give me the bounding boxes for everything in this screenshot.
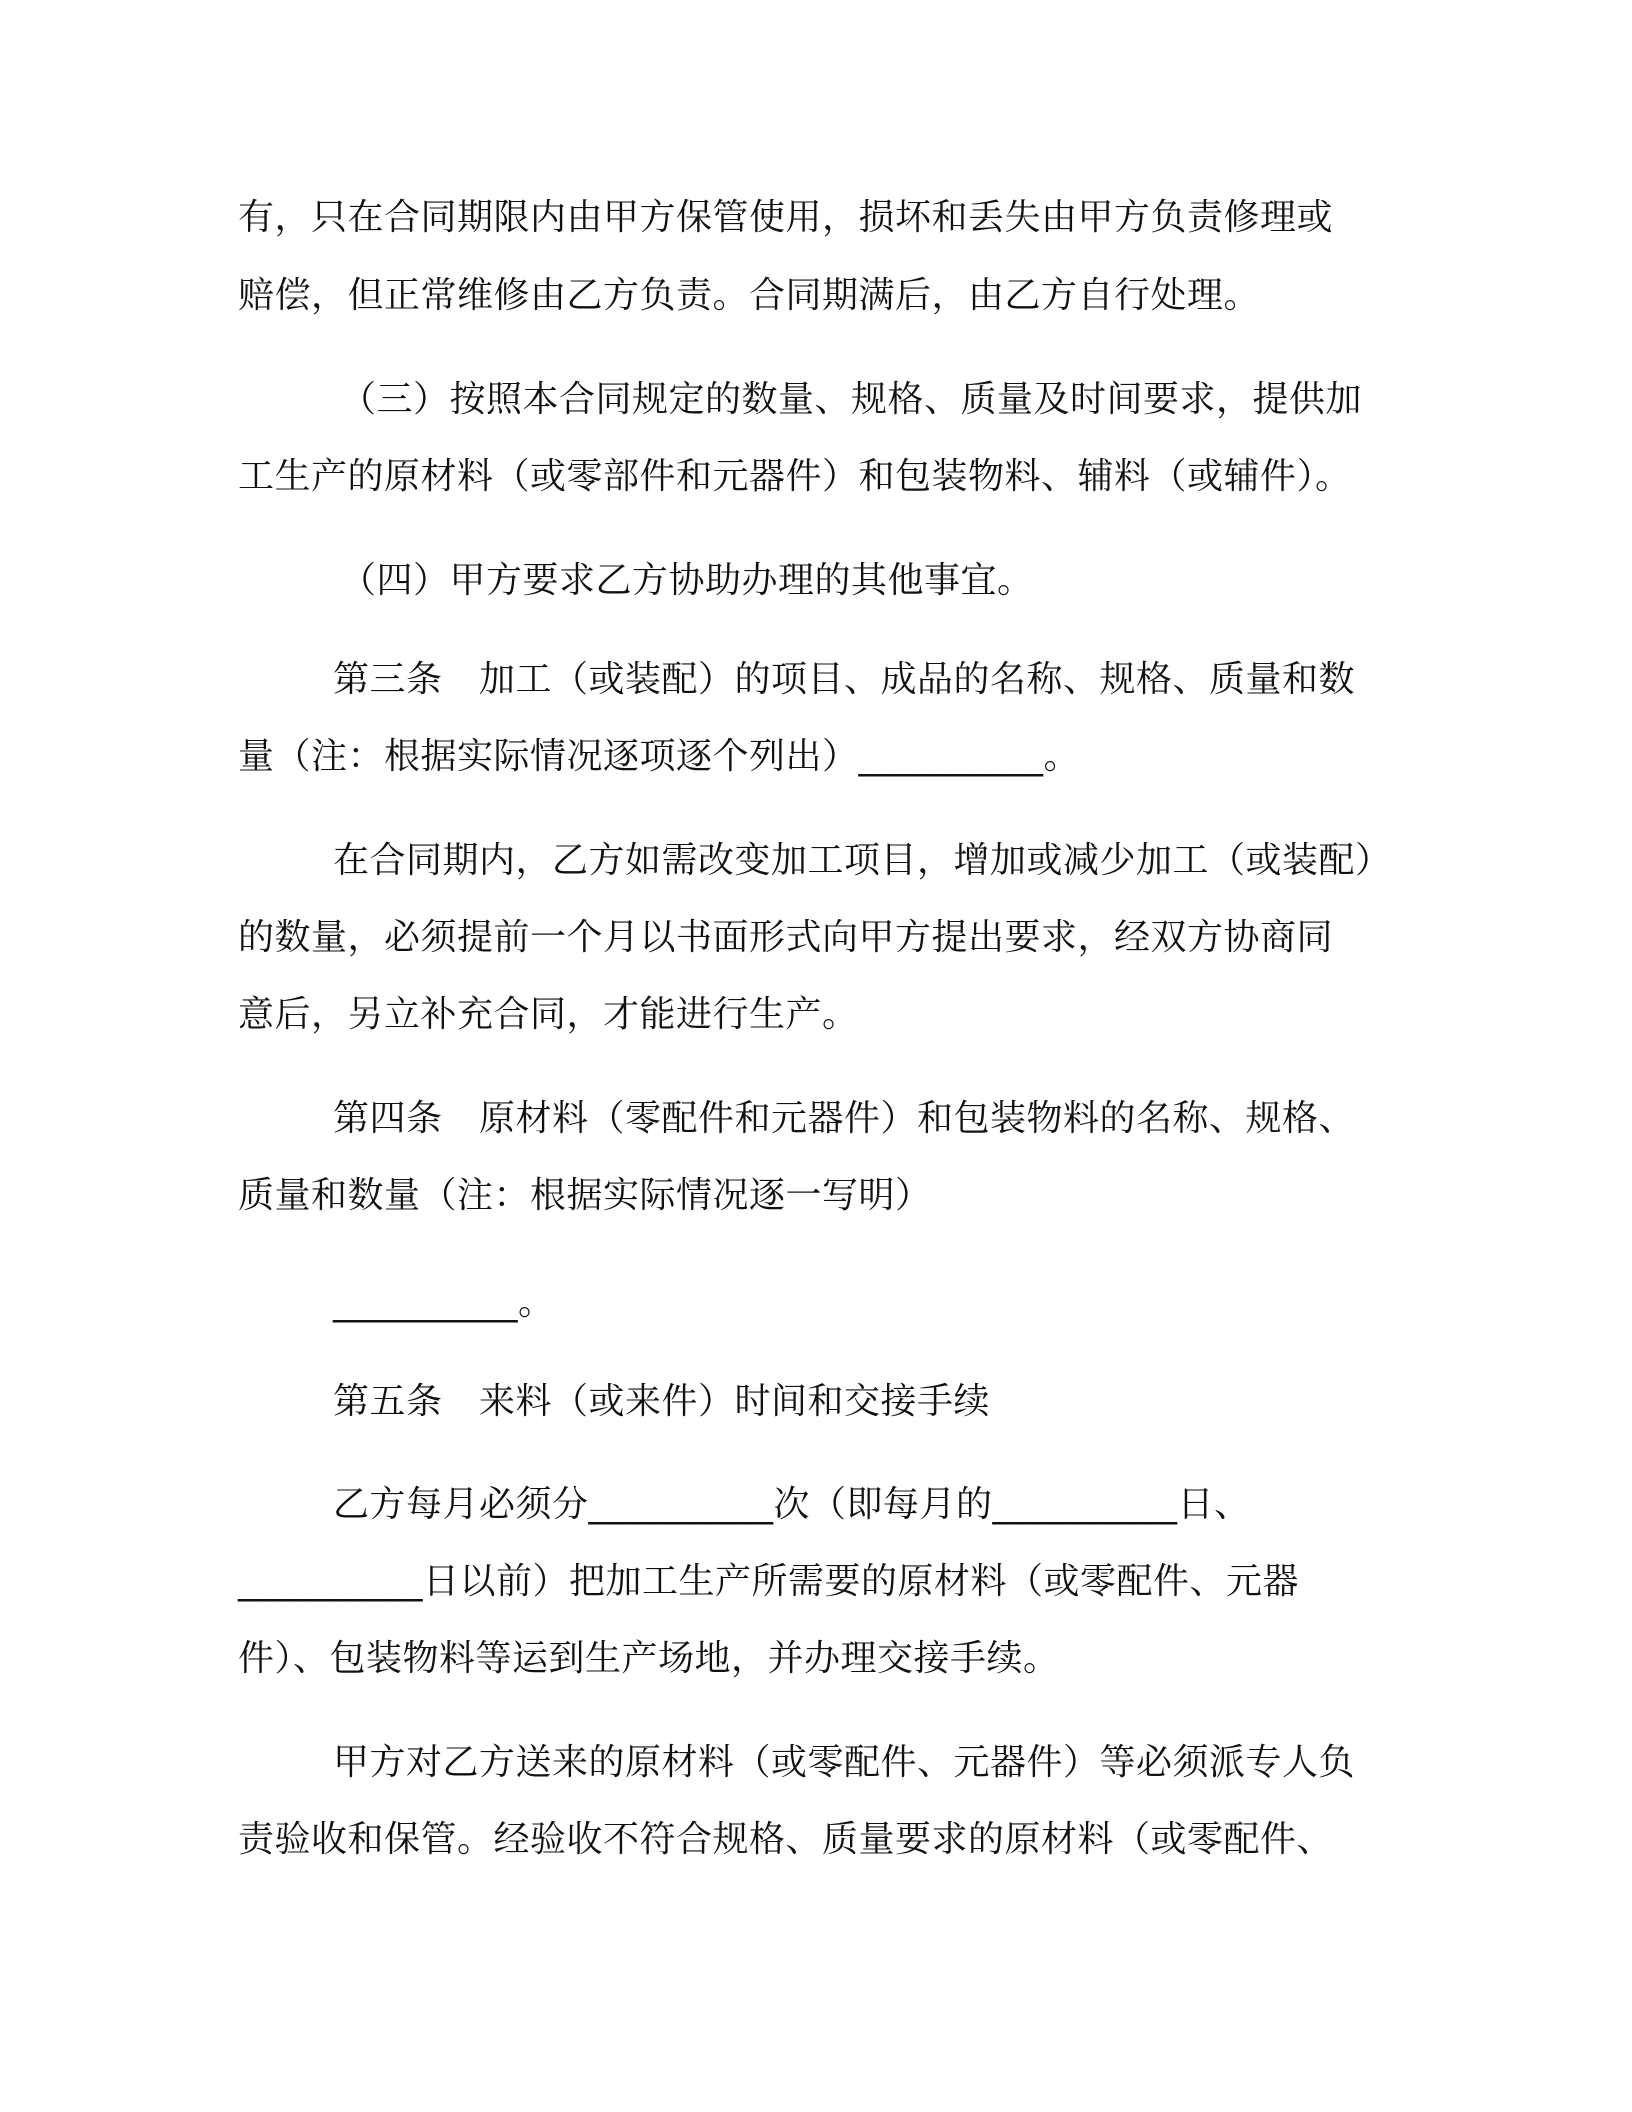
text-line: （三）按照本合同规定的数量、规格、质量及时间要求，提供加 bbox=[340, 379, 1363, 420]
text-line: 有，只在合同期限内由甲方保管使用，损坏和丢失由甲方负责修理或 bbox=[238, 197, 1334, 238]
text-line: 赔偿，但正常维修由乙方负责。合同期满后，由乙方自行处理。 bbox=[238, 275, 1261, 316]
text-line: 件）、包装物料等运到生产场地，并办理交接手续。 bbox=[238, 1638, 1060, 1679]
text-line: 甲方对乙方送来的原材料（或零配件、元器件）等必须派专人负 bbox=[333, 1742, 1356, 1783]
text-line: 第四条 原材料（零配件和元器件）和包装物料的名称、规格、 bbox=[333, 1098, 1356, 1139]
text-line: __________。 bbox=[333, 1282, 555, 1323]
text-line: 乙方每月必须分__________次（即每月的__________日、 bbox=[333, 1484, 1251, 1525]
text-line: 第三条 加工（或装配）的项目、成品的名称、规格、质量和数 bbox=[333, 659, 1356, 700]
text-line: （四）甲方要求乙方协助办理的其他事宜。 bbox=[340, 560, 1034, 601]
text-line: 的数量，必须提前一个月以书面形式向甲方提出要求，经双方协商同 bbox=[238, 917, 1334, 958]
text-line: 第五条 来料（或来件）时间和交接手续 bbox=[333, 1381, 991, 1422]
text-line: 在合同期内，乙方如需改变加工项目，增加或减少加工（或装配） bbox=[333, 840, 1392, 881]
text-line: 工生产的原材料（或零部件和元器件）和包装物料、辅料（或辅件）。 bbox=[238, 456, 1352, 497]
text-line: 责验收和保管。经验收不符合规格、质量要求的原材料（或零配件、 bbox=[238, 1819, 1334, 1860]
text-line: __________日以前）把加工生产所需要的原材料（或零配件、元器 bbox=[238, 1561, 1300, 1602]
text-line: 量（注：根据实际情况逐项逐个列出）__________。 bbox=[238, 736, 1081, 777]
text-line: 意后，另立补充合同，才能进行生产。 bbox=[238, 994, 859, 1035]
text-line: 质量和数量（注：根据实际情况逐一写明） bbox=[238, 1175, 932, 1216]
